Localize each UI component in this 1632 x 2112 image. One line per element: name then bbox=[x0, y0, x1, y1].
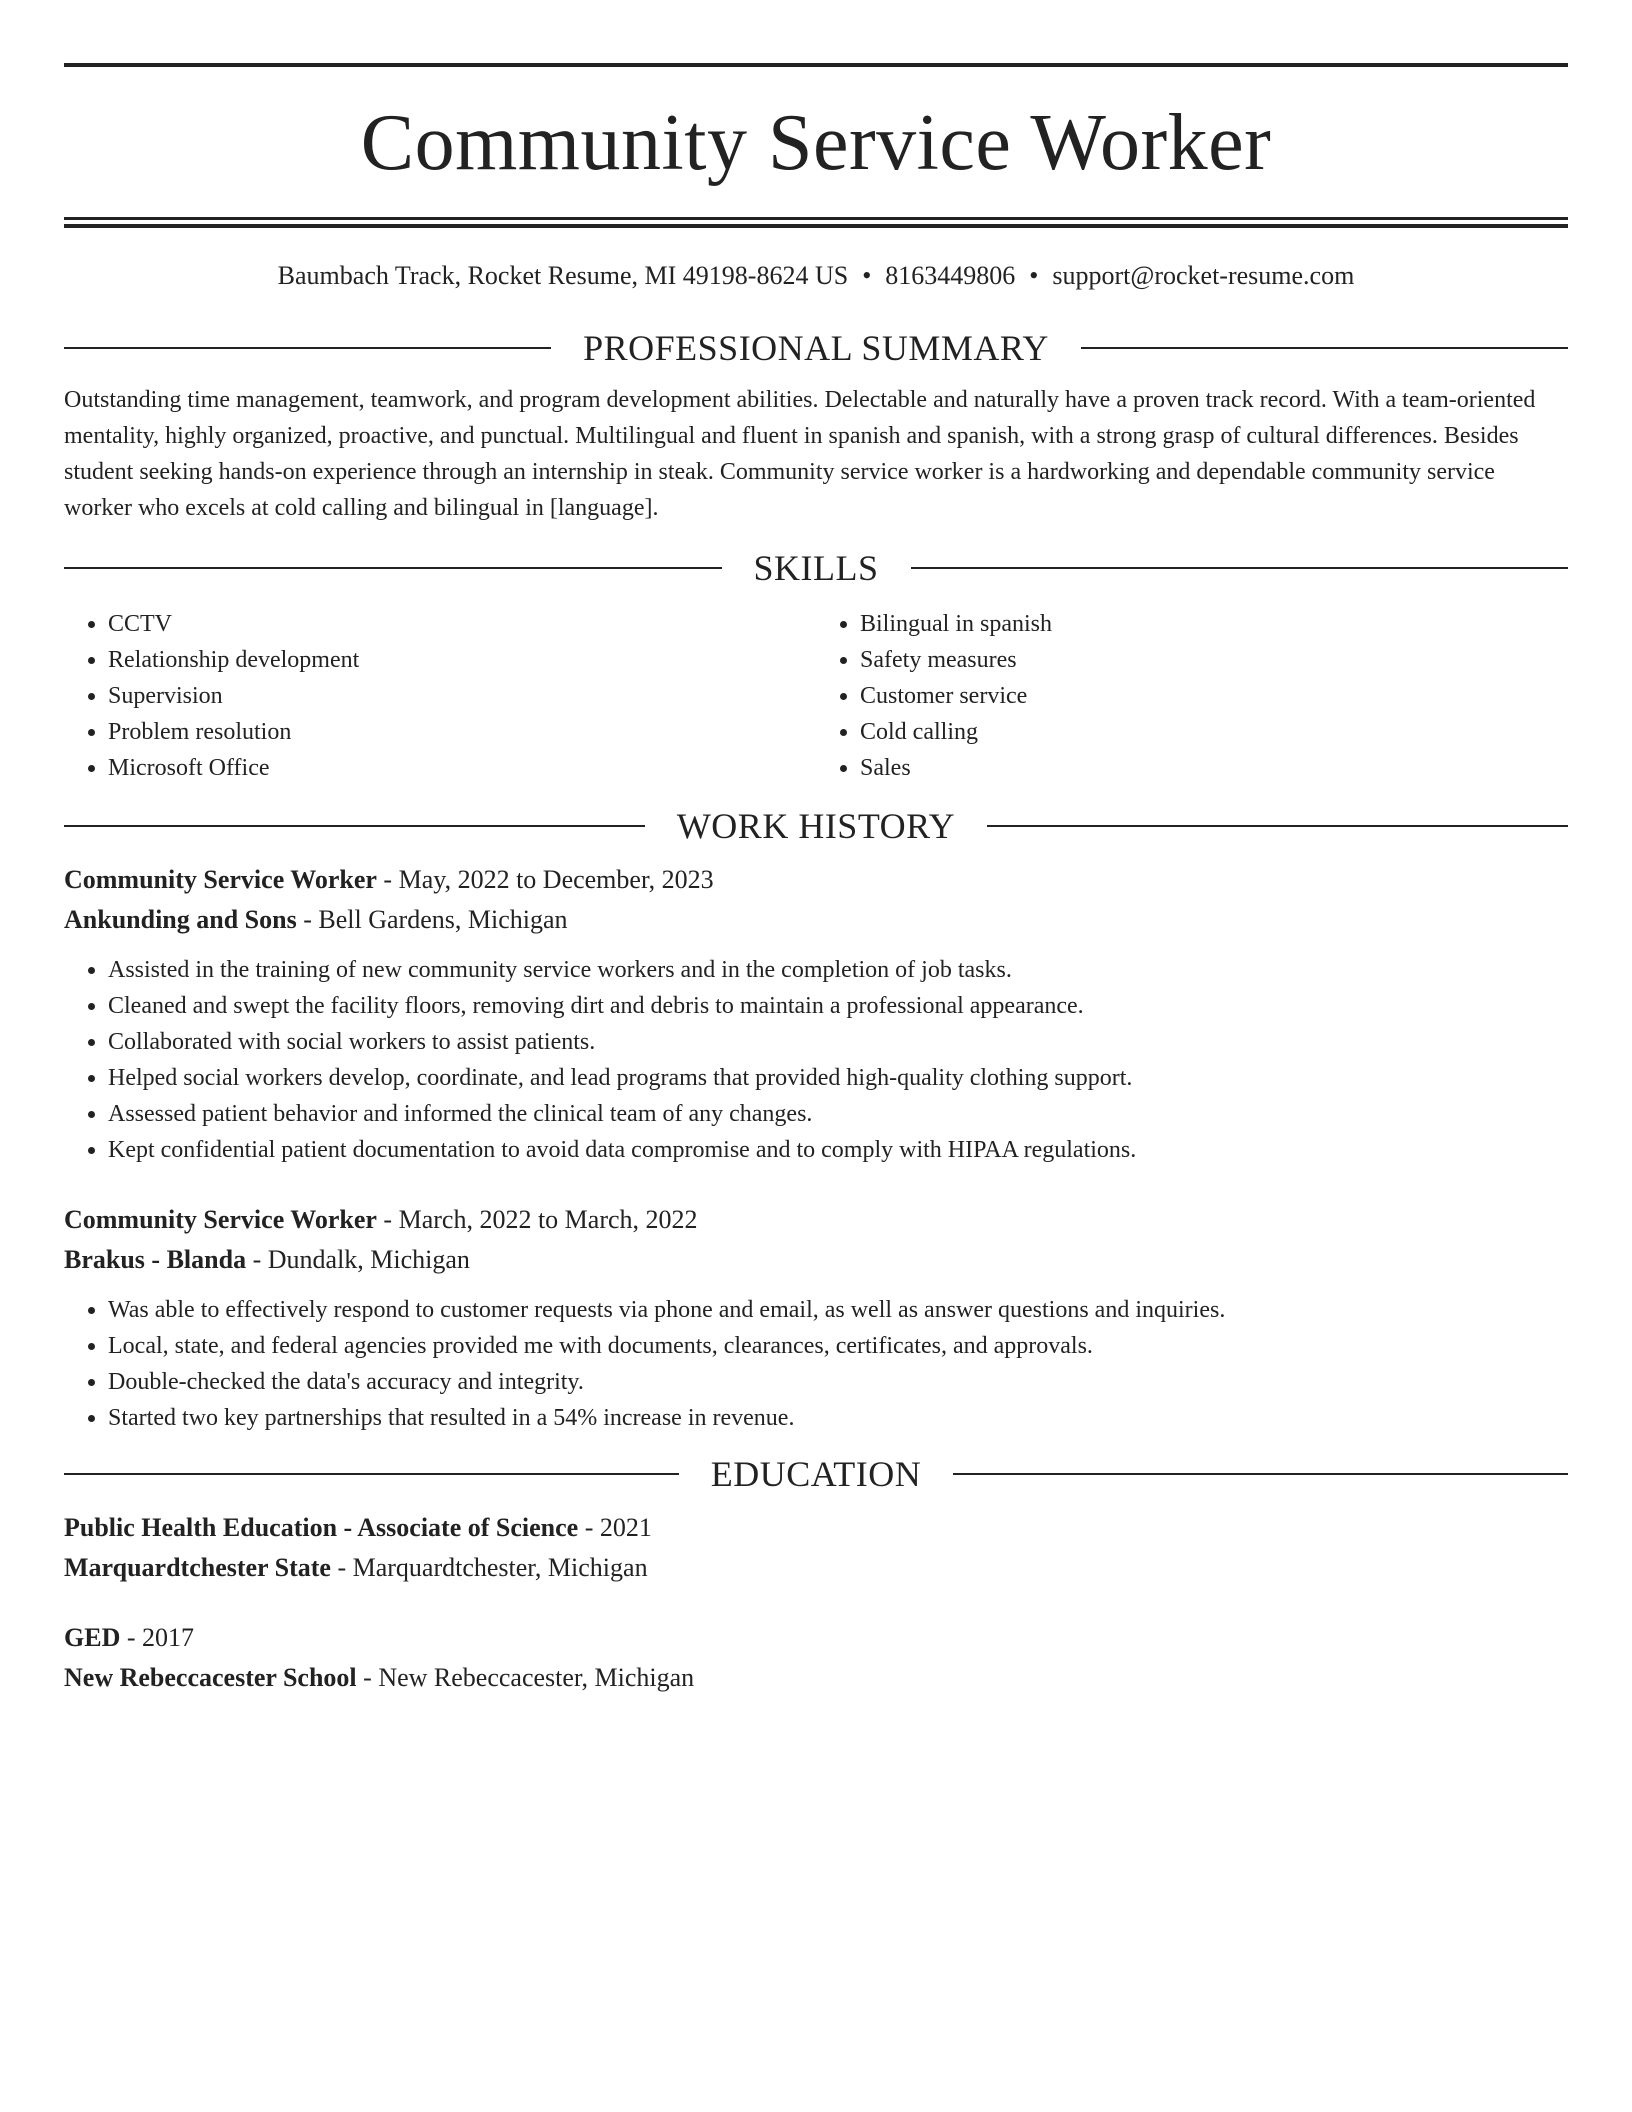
job-role: Community Service Worker bbox=[64, 865, 377, 894]
skills-list bbox=[64, 606, 1568, 786]
heading-rule bbox=[64, 347, 551, 349]
work-title: WORK HISTORY bbox=[676, 806, 956, 846]
heading-rule bbox=[64, 1473, 679, 1475]
skill-item: • Supervision bbox=[108, 678, 816, 714]
skills-column-right bbox=[816, 606, 1568, 786]
skills-heading bbox=[64, 548, 1568, 588]
skill-item: • Cold calling bbox=[860, 714, 1568, 750]
job-company-line: Ankunding and Sons - Bell Gardens, Michigan bbox=[64, 905, 568, 934]
contact-separator: • bbox=[862, 261, 872, 290]
job-bullet: • Kept confidential patient documentation to avoid data compromise and to comply with HIPAA regulations. bbox=[108, 1132, 1568, 1168]
job-company: Ankunding and Sons bbox=[64, 905, 297, 934]
candidate-name: Community Service Worker bbox=[360, 99, 1272, 187]
edu-location: New Rebeccacester, Michigan bbox=[378, 1663, 695, 1692]
job-dates: May, 2022 to December, 2023 bbox=[398, 865, 714, 894]
contact-email: support@rocket-resume.com bbox=[1052, 261, 1355, 290]
job-bullets bbox=[64, 952, 1568, 1168]
heading-rule bbox=[64, 825, 645, 827]
job-company: Brakus - Blanda bbox=[64, 1245, 247, 1274]
job-dates: March, 2022 to March, 2022 bbox=[398, 1205, 698, 1234]
skill-item: • Sales bbox=[860, 750, 1568, 786]
skill-item: • Microsoft Office bbox=[108, 750, 816, 786]
edu-degree-line: Public Health Education - Associate of Science - 2021 bbox=[64, 1513, 652, 1542]
job-bullet: • Assessed patient behavior and informed the clinical team of any changes. bbox=[108, 1096, 1568, 1132]
summary-title: PROFESSIONAL SUMMARY bbox=[583, 328, 1049, 368]
job-bullet: • Started two key partnerships that resulted in a 54% increase in revenue. bbox=[108, 1400, 1568, 1436]
work-heading bbox=[64, 806, 1568, 846]
skill-item: • Problem resolution bbox=[108, 714, 816, 750]
skill-item: • Relationship development bbox=[108, 642, 816, 678]
skill-item: • CCTV bbox=[108, 606, 816, 642]
job-bullet: • Assisted in the training of new community service workers and in the completion of job tasks. bbox=[108, 952, 1568, 988]
contact-address: Baumbach Track, Rocket Resume, MI 49198-8624 US bbox=[277, 261, 849, 290]
edu-location: Marquardtchester, Michigan bbox=[352, 1553, 648, 1582]
edu-year: 2017 bbox=[142, 1623, 195, 1652]
header-double-rule bbox=[64, 217, 1568, 228]
job-title-line: Community Service Worker - May, 2022 to December, 2023 bbox=[64, 865, 714, 894]
skill-item: • Safety measures bbox=[860, 642, 1568, 678]
job-role: Community Service Worker bbox=[64, 1205, 377, 1234]
summary-text: Outstanding time management, teamwork, and program development abilities. Delectable and naturally have a proven track record. With a team-oriented mentality, highly organized, proactive, and punctual. Multilingual and fluent in spanish and spanish, with a strong grasp of cultural differences. Besides student seeking hands-on experience through an internship in steak. Community service worker is a hardworking and dependable community service worker who excels at cold calling and bilingual in [language]. bbox=[64, 387, 1536, 521]
heading-rule bbox=[64, 567, 722, 569]
skill-item: • Bilingual in spanish bbox=[860, 606, 1568, 642]
job-bullet: • Double-checked the data's accuracy and integrity. bbox=[108, 1364, 1568, 1400]
edu-school-line: New Rebeccacester School - New Rebeccacester, Michigan bbox=[64, 1663, 695, 1692]
top-rule bbox=[64, 63, 1568, 67]
edu-degree: GED bbox=[64, 1623, 121, 1652]
contact-separator: • bbox=[1029, 261, 1039, 290]
edu-year: 2021 bbox=[599, 1513, 652, 1542]
job-bullet: • Was able to effectively respond to customer requests via phone and email, as well as answer questions and inquiries. bbox=[108, 1292, 1568, 1328]
job-bullets bbox=[64, 1292, 1568, 1436]
edu-school: New Rebeccacester School bbox=[64, 1663, 357, 1692]
job-entry bbox=[64, 860, 1568, 1168]
edu-degree: Public Health Education - Associate of Science bbox=[64, 1513, 579, 1542]
skills-column-left bbox=[64, 606, 816, 786]
summary-heading bbox=[64, 328, 1568, 368]
edu-school: Marquardtchester State bbox=[64, 1553, 331, 1582]
skills-title: SKILLS bbox=[753, 548, 879, 588]
heading-rule bbox=[987, 825, 1568, 827]
job-location: Dundalk, Michigan bbox=[267, 1245, 470, 1274]
contact-line bbox=[64, 260, 1568, 292]
job-bullet: • Helped social workers develop, coordinate, and lead programs that provided high-quality clothing support. bbox=[108, 1060, 1568, 1096]
heading-rule bbox=[953, 1473, 1568, 1475]
job-bullet: • Collaborated with social workers to assist patients. bbox=[108, 1024, 1568, 1060]
education-title: EDUCATION bbox=[710, 1454, 922, 1494]
contact-phone: 8163449806 bbox=[885, 261, 1016, 290]
edu-school-line: Marquardtchester State - Marquardtchester, Michigan bbox=[64, 1553, 648, 1582]
skill-item: • Customer service bbox=[860, 678, 1568, 714]
job-entry bbox=[64, 1200, 1568, 1436]
heading-rule bbox=[911, 567, 1569, 569]
education-heading bbox=[64, 1454, 1568, 1494]
job-title-line: Community Service Worker - March, 2022 to March, 2022 bbox=[64, 1205, 698, 1234]
edu-degree-line: GED - 2017 bbox=[64, 1623, 195, 1652]
education-entry bbox=[64, 1618, 1568, 1698]
heading-rule bbox=[1081, 347, 1568, 349]
job-bullet: • Cleaned and swept the facility floors, removing dirt and debris to maintain a professional appearance. bbox=[108, 988, 1568, 1024]
job-location: Bell Gardens, Michigan bbox=[318, 905, 568, 934]
job-bullet: • Local, state, and federal agencies provided me with documents, clearances, certificates, and approvals. bbox=[108, 1328, 1568, 1364]
education-entry bbox=[64, 1508, 1568, 1588]
job-company-line: Brakus - Blanda - Dundalk, Michigan bbox=[64, 1245, 470, 1274]
